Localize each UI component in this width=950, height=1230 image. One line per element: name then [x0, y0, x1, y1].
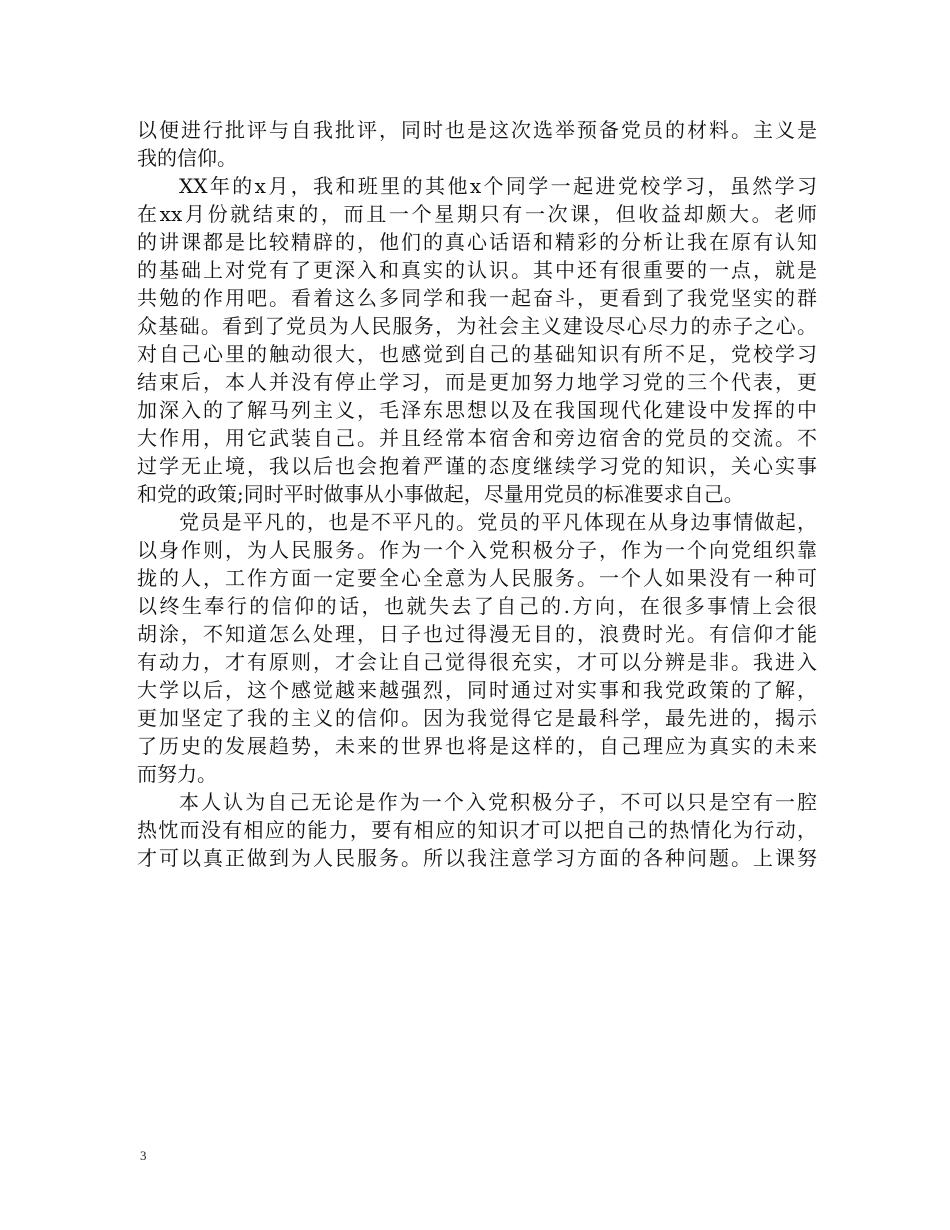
paragraph-4-line-3: 才可以真正做到为人民服务。所以我注意学习方面的各种问题。上课努 [137, 846, 817, 870]
paragraph-2-line-9: 加深入的了解马列主义，毛泽东思想以及在我国现代化建设中发挥的中 [137, 398, 817, 422]
paragraph-2-line-8: 结束后，本人并没有停止学习，而是更加努力地学习党的三个代表，更 [137, 370, 817, 394]
paragraph-2-line-10: 大作用，用它武装自己。并且经常本宿舍和旁边宿舍的党员的交流。不 [137, 426, 817, 450]
paragraph-1-line-1: 以便进行批评与自我批评，同时也是这次选举预备党员的材料。主义是 [137, 118, 817, 142]
paragraph-3-line-3: 拢的人，工作方面一定要全心全意为人民服务。一个人如果没有一种可 [137, 566, 817, 590]
paragraph-3-line-2: 以身作则，为人民服务。作为一个入党积极分子，作为一个向党组织靠 [137, 538, 817, 562]
paragraph-3-line-4: 以终生奉行的信仰的话，也就失去了自己的.方向，在很多事情上会很 [137, 594, 817, 618]
paragraph-3-line-5: 胡涂，不知道怎么处理，日子也过得漫无目的，浪费时光。有信仰才能 [137, 622, 817, 646]
paragraph-3-line-8: 更加坚定了我的主义的信仰。因为我觉得它是最科学，最先进的，揭示 [137, 706, 817, 730]
page-number: 3 [140, 1148, 147, 1163]
paragraph-1-line-2: 我的信仰。 [137, 146, 237, 170]
paragraph-2-line-2: 在xx月份就结束的，而且一个星期只有一次课，但收益却颇大。老师 [137, 202, 817, 226]
paragraph-2-line-4: 的基础上对党有了更深入和真实的认识。其中还有很重要的一点，就是 [137, 258, 817, 282]
paragraph-3-line-9: 了历史的发展趋势，未来的世界也将是这样的，自己理应为真实的未来 [137, 734, 817, 758]
paragraph-4-line-2: 热忱而没有相应的能力，要有相应的知识才可以把自己的热情化为行动， [137, 818, 817, 842]
paragraph-3-line-6: 有动力，才有原则，才会让自己觉得很充实，才可以分辨是非。我进入 [137, 650, 817, 674]
paragraph-3-line-7: 大学以后，这个感觉越来越强烈，同时通过对实事和我党政策的了解， [137, 678, 817, 702]
paragraph-2-line-7: 对自己心里的触动很大，也感觉到自己的基础知识有所不足，党校学习 [137, 342, 817, 366]
paragraph-2-line-3: 的讲课都是比较精辟的，他们的真心话语和精彩的分析让我在原有认知 [137, 230, 817, 254]
paragraph-4-line-1: 本人认为自己无论是作为一个入党积极分子，不可以只是空有一腔 [179, 790, 817, 814]
paragraph-3-line-1: 党员是平凡的，也是不平凡的。党员的平凡体现在从身边事情做起， [179, 510, 817, 534]
paragraph-2-line-12: 和党的政策;同时平时做事从小事做起，尽量用党员的标准要求自己。 [137, 482, 744, 506]
paragraph-2-line-5: 共勉的作用吧。看着这么多同学和我一起奋斗，更看到了我党坚实的群 [137, 286, 817, 310]
paragraph-2-line-6: 众基础。看到了党员为人民服务，为社会主义建设尽心尽力的赤子之心。 [137, 314, 817, 338]
paragraph-3-line-10: 而努力。 [137, 762, 217, 786]
body-text [137, 116, 817, 872]
paragraph-2-line-1: XX年的x月，我和班里的其他x个同学一起进党校学习，虽然学习 [179, 174, 817, 198]
paragraph-2-line-11: 过学无止境，我以后也会抱着严谨的态度继续学习党的知识，关心实事 [137, 454, 817, 478]
